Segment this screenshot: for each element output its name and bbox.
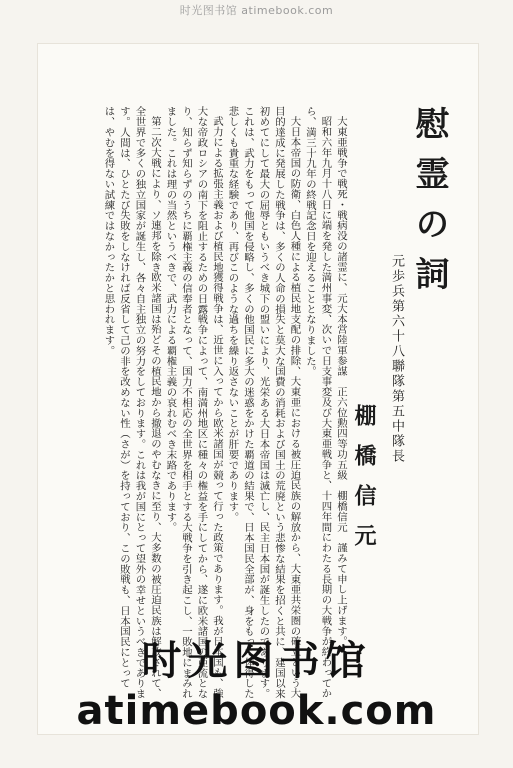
paragraph: 大東亜戦争で戦死・戦病没の諸霊に、元大本営陸軍参謀 正六位勲四等功五級 棚橋信元 謹みて申し上げます。	[335, 116, 347, 647]
author-role: 元歩兵第六十八聯隊第五中隊長	[389, 254, 404, 464]
paragraph: 武力による拡張主義および植民地獲得戦争は、近世に入ってから欧米諸国が競って行った政策であります。我が日本国も、強大な帝政ロシアの南下を阻止するための日露戦争によって、南満州地区に種々の権益を手にしてから、遂に欧米諸国の亜流となり、知らず知らずのうちに覇権主義の信奉者となって、国力不相応の全世界を相手とする大戦争を引き起こし、一敗地にまみれました。これは理の当然というべきで、武力による覇権主義の哀れむべき末路であります。	[164, 106, 223, 699]
paragraph: 第二次大戦により、ソ連邦を除き欧米諸国は殆どその植民地から撤退のやむなきに至り、大多数の被圧迫民族は解放されて、全世界で多くの独立国家が誕生し、各々自主独立の努力をしております。これは我が国にとって望外の幸せというべきであります。人間は、ひとたび失敗をしなければ反省して己の非を改めない性（さが）を持っており、この敗戦も、日本国民にとっては、やむを得ない試練ではなかったかと思われます。	[102, 106, 161, 699]
paragraph: 大日本帝国の防衛、白色人種による植民地支配の排除、大東亜における被圧迫民族の解放から、大東亜共栄圏の確立という大目的達成に発展した戦争は、多くの人命の損失と莫大な国費の消耗および国土の荒廃という悲惨な結果を招くと共に、建国以来初めてにして最大の屈辱ともいうべき城下の盟いにより、光栄ある大日本帝国は滅亡し、民主日本国が誕生したのであります。これは、武力をもって他国を侵略し、多くの他国民に多大の迷惑をかけた覇道の結果で、日本国民全部が、身をもって体得した悲しくも貴重な経験であり、再びこのような過ちを繰り返さないことが肝要であります。	[226, 106, 301, 699]
page-title: 慰霊の詞	[409, 106, 449, 306]
header-watermark: 时光图书馆 atimebook.com	[179, 4, 334, 17]
body-text	[48, 106, 348, 706]
watermark-line-2: atimebook.com	[76, 688, 437, 734]
watermark-line-1: 时光图书馆	[141, 638, 372, 684]
document-page	[38, 44, 478, 734]
paragraph: 昭和六年九月十八日に端を発した満州事変、次いで日支事変及び大東亜戦争と、十四年間にわたる長期の大戦争が終わってから、満三十九年の終戦記念日を迎えることとなりました。	[304, 106, 332, 699]
author-name: 棚橋信元	[351, 404, 377, 564]
